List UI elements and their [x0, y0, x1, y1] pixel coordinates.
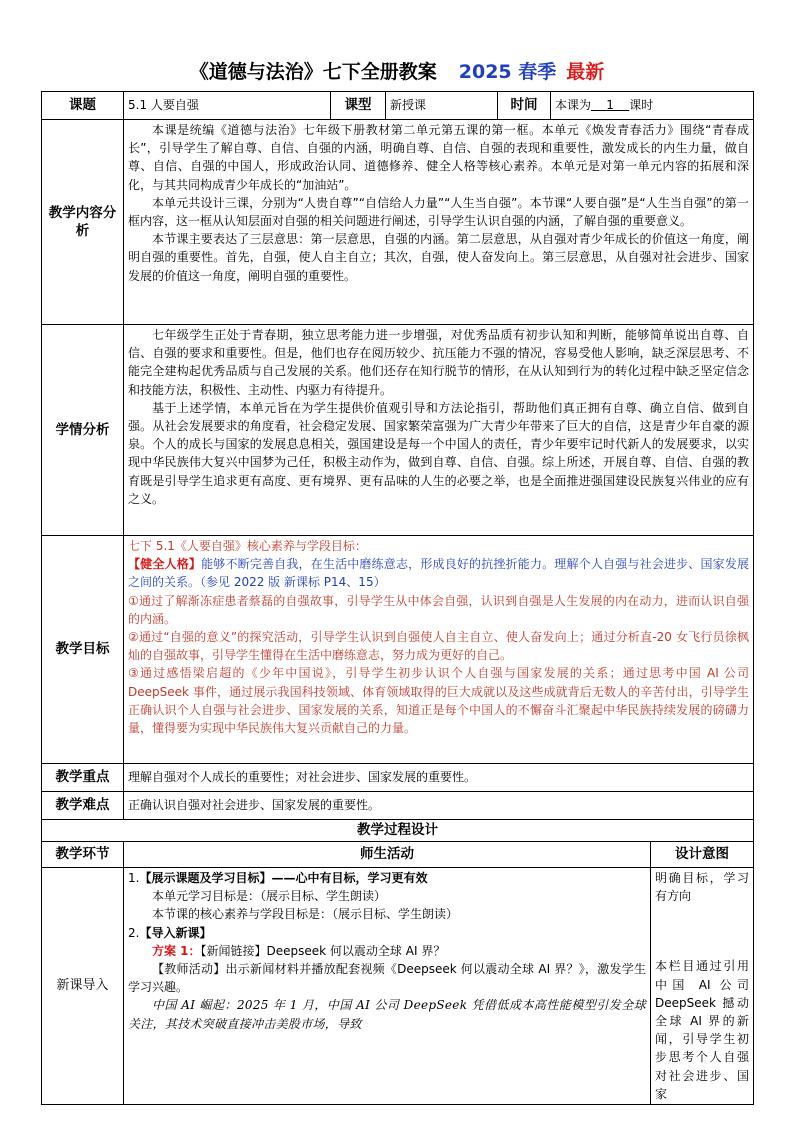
- label-objectives: 教学目标: [42, 536, 124, 764]
- col-stage: 教学环节: [42, 842, 124, 868]
- label-learner-analysis: 学情分析: [42, 325, 124, 536]
- col-activity: 师生活动: [124, 842, 651, 868]
- title-main: 《道德与法治》七下全册教案: [189, 61, 437, 83]
- content-analysis: [124, 120, 754, 325]
- content-paragraph: 本单元共设计三课，分别为“人贵自尊”“自信给人力量”“人生当自强”。本节课“人要自强”是“人生当自强”的第一框内容，这一框从认知层面对自强的相关问题进行阐述，引导学生认识自强的内涵，了解自强的重要意义。: [128, 195, 750, 229]
- label-type: 课型: [331, 92, 386, 120]
- activity-line: 1.【展示课题及学习目标】——心中有目标，学习更有效: [128, 871, 428, 885]
- content-paragraph: 本课是统编《道德与法治》七年级下册教材第二单元第五课的第一框。本单元《焕发青春活力》围绕“青春成长”，引导学生了解自尊、自信、自强的内涵，明确自尊、自信、自强的表现和重要性，激发成长的内生力量，做自尊、自信、自强的中国人，形成政治认同、道德修养、健全人格等核心素养。本单元是对第一单元内容的拓展和深化，与其共同构成青少年成长的“加油站”。: [128, 123, 750, 192]
- activity-line: 本节课的核心素养与学段目标是：（展示目标、学生朗读）: [152, 907, 459, 922]
- objectives-intro: 七下 5.1《人要自强》核心素养与学段目标：: [128, 539, 367, 553]
- objective-item: ③通过感悟梁启超的《少年中国说》，引导学生初步认识个人自强与国家发展的关系；通过思考中国 AI 公司 DeepSeek 事件，通过展示我国科技领域、体育领域取得的巨大成就以及这些成就背后无数人的辛苦付出，引导学生正确认识个人自强与社会进步、国家发展的关系，知道正是每个中国人的不懈奋斗汇聚起中华民族持续发展的磅礴力量，懂得要为实现中华民族伟大复兴贡献自己的力量。: [128, 666, 750, 736]
- activity-line: 本单元学习目标是：（展示目标、学生朗读）: [152, 889, 387, 904]
- learner-paragraph: 基于上述学情，本单元旨在为学生提供价值观引导和方法论指引，帮助他们真正拥有自尊、确立自信、做到自强。从社会发展要求的角度看，社会稳定发展、国家繁荣富强为广大青少年带来了巨大的自信，这是青少年自豪的源泉。个人的成长与国家的发展息息相关，强国建设是每一个中国人的责任，青少年要牢记时代新人的发展要求，以实现中华民族伟大复兴中国梦为己任，积极主动作为，做到自尊、自信、自强。综上所述，开展自尊、自信、自强的教育既是引导学生追求更有高度、更有境界、更有品味的人生的必要之举，也是全面推进强国建设民族复兴伟业的应有之义。: [128, 400, 750, 506]
- intent-line: 本栏目通过引用中国 AI 公司 DeepSeek 撼动全球 AI 界的新闻，引导学生初步思考个人自强对社会进步、国家: [655, 959, 750, 1101]
- difficulties: 正确认识自强对社会进步、国家发展的重要性。: [124, 792, 754, 820]
- activity-cell: [124, 868, 651, 1105]
- title-year: 2025 春季: [458, 61, 557, 83]
- label-time: 时间: [498, 92, 551, 120]
- activity-line: 2.【导入新课】: [128, 925, 212, 940]
- lesson-plan-table: [41, 91, 754, 1105]
- label-difficulties: 教学难点: [42, 792, 124, 820]
- label-topic: 课题: [42, 92, 124, 120]
- stage-intro: 新课导入: [42, 868, 124, 1105]
- learner-paragraph: 七年级学生正处于青春期，独立思考能力进一步增强，对优秀品质有初步认知和判断，能够简单说出自尊、自信、自强的要求和重要性。但是，他们也存在阅历较少、抗压能力不强的情况，容易受他人影响，缺乏深层思考、不能完全建构起优秀品质与自己发展的关系。他们还存在知行脱节的情形，在从认知到行为的转化过程中缺乏坚定信念和技能方法，积极性、主动性、内驱力有待提升。: [128, 328, 750, 397]
- col-intent: 设计意图: [651, 842, 754, 868]
- activity-line: 【教师活动】出示新闻材料并播放配套视频《Deepseek 何以震动全球 AI 界？》，激发学生学习兴趣。: [128, 962, 646, 995]
- title-new: 最新: [566, 61, 605, 83]
- news-excerpt: 中国 AI 崛起：2025 年 1 月，中国 AI 公司 DeepSeek 凭借低成本高性能模型引发全球关注，其技术突破直接冲击美股市场，导致: [128, 998, 646, 1031]
- type-value: 新授课: [386, 92, 498, 120]
- objectives: [124, 536, 754, 764]
- objectives-standard: 【健全人格】能够不断完善自我，在生活中磨练意志，形成良好的抗挫折能力。理解个人自强与社会进步、国家发展之间的关系。（参见 2022 版 新课标 P14、15）: [128, 557, 750, 590]
- label-key-points: 教学重点: [42, 764, 124, 792]
- learner-analysis: [124, 325, 754, 536]
- key-points: 理解自强对个人成长的重要性；对社会进步、国家发展的重要性。: [124, 764, 754, 792]
- intent-line: 明确目标，学习有方向: [655, 871, 750, 904]
- intent-cell: [651, 868, 754, 1105]
- objective-item: ②通过“自强的意义”的探究活动，引导学生认识到自强使人自主自立、使人奋发向上；通过分析直-20 女飞行员徐枫灿的自强故事，引导学生懂得在生活中磨练意志，努力成为更好的自己。: [128, 630, 750, 663]
- content-paragraph: 本节课主要表达了三层意思：第一层意思，自强的内涵。第二层意思，从自强对青少年成长的价值这一角度，阐明自强的重要性。首先，自强，使人自主自立；其次，自强，使人奋发向上。第三层意思，从自强对社会进步、国家发展的价值这一角度，阐明自强的重要性。: [128, 232, 750, 283]
- process-title: 教学过程设计: [42, 820, 754, 842]
- topic-value: 5.1 人要自强: [124, 92, 331, 120]
- activity-line: 方案 1：【新闻链接】Deepseek 何以震动全球 AI 界？: [152, 943, 446, 958]
- label-content-analysis: 教学内容分析: [42, 120, 124, 325]
- time-value: 本课为 1 课时: [551, 92, 754, 120]
- objective-item: ①通过了解渐冻症患者蔡磊的自强故事，引导学生从中体会自强，认识到自强是人生发展的内在动力，进而认识自强的内涵。: [128, 593, 750, 626]
- document-title: [0, 57, 794, 84]
